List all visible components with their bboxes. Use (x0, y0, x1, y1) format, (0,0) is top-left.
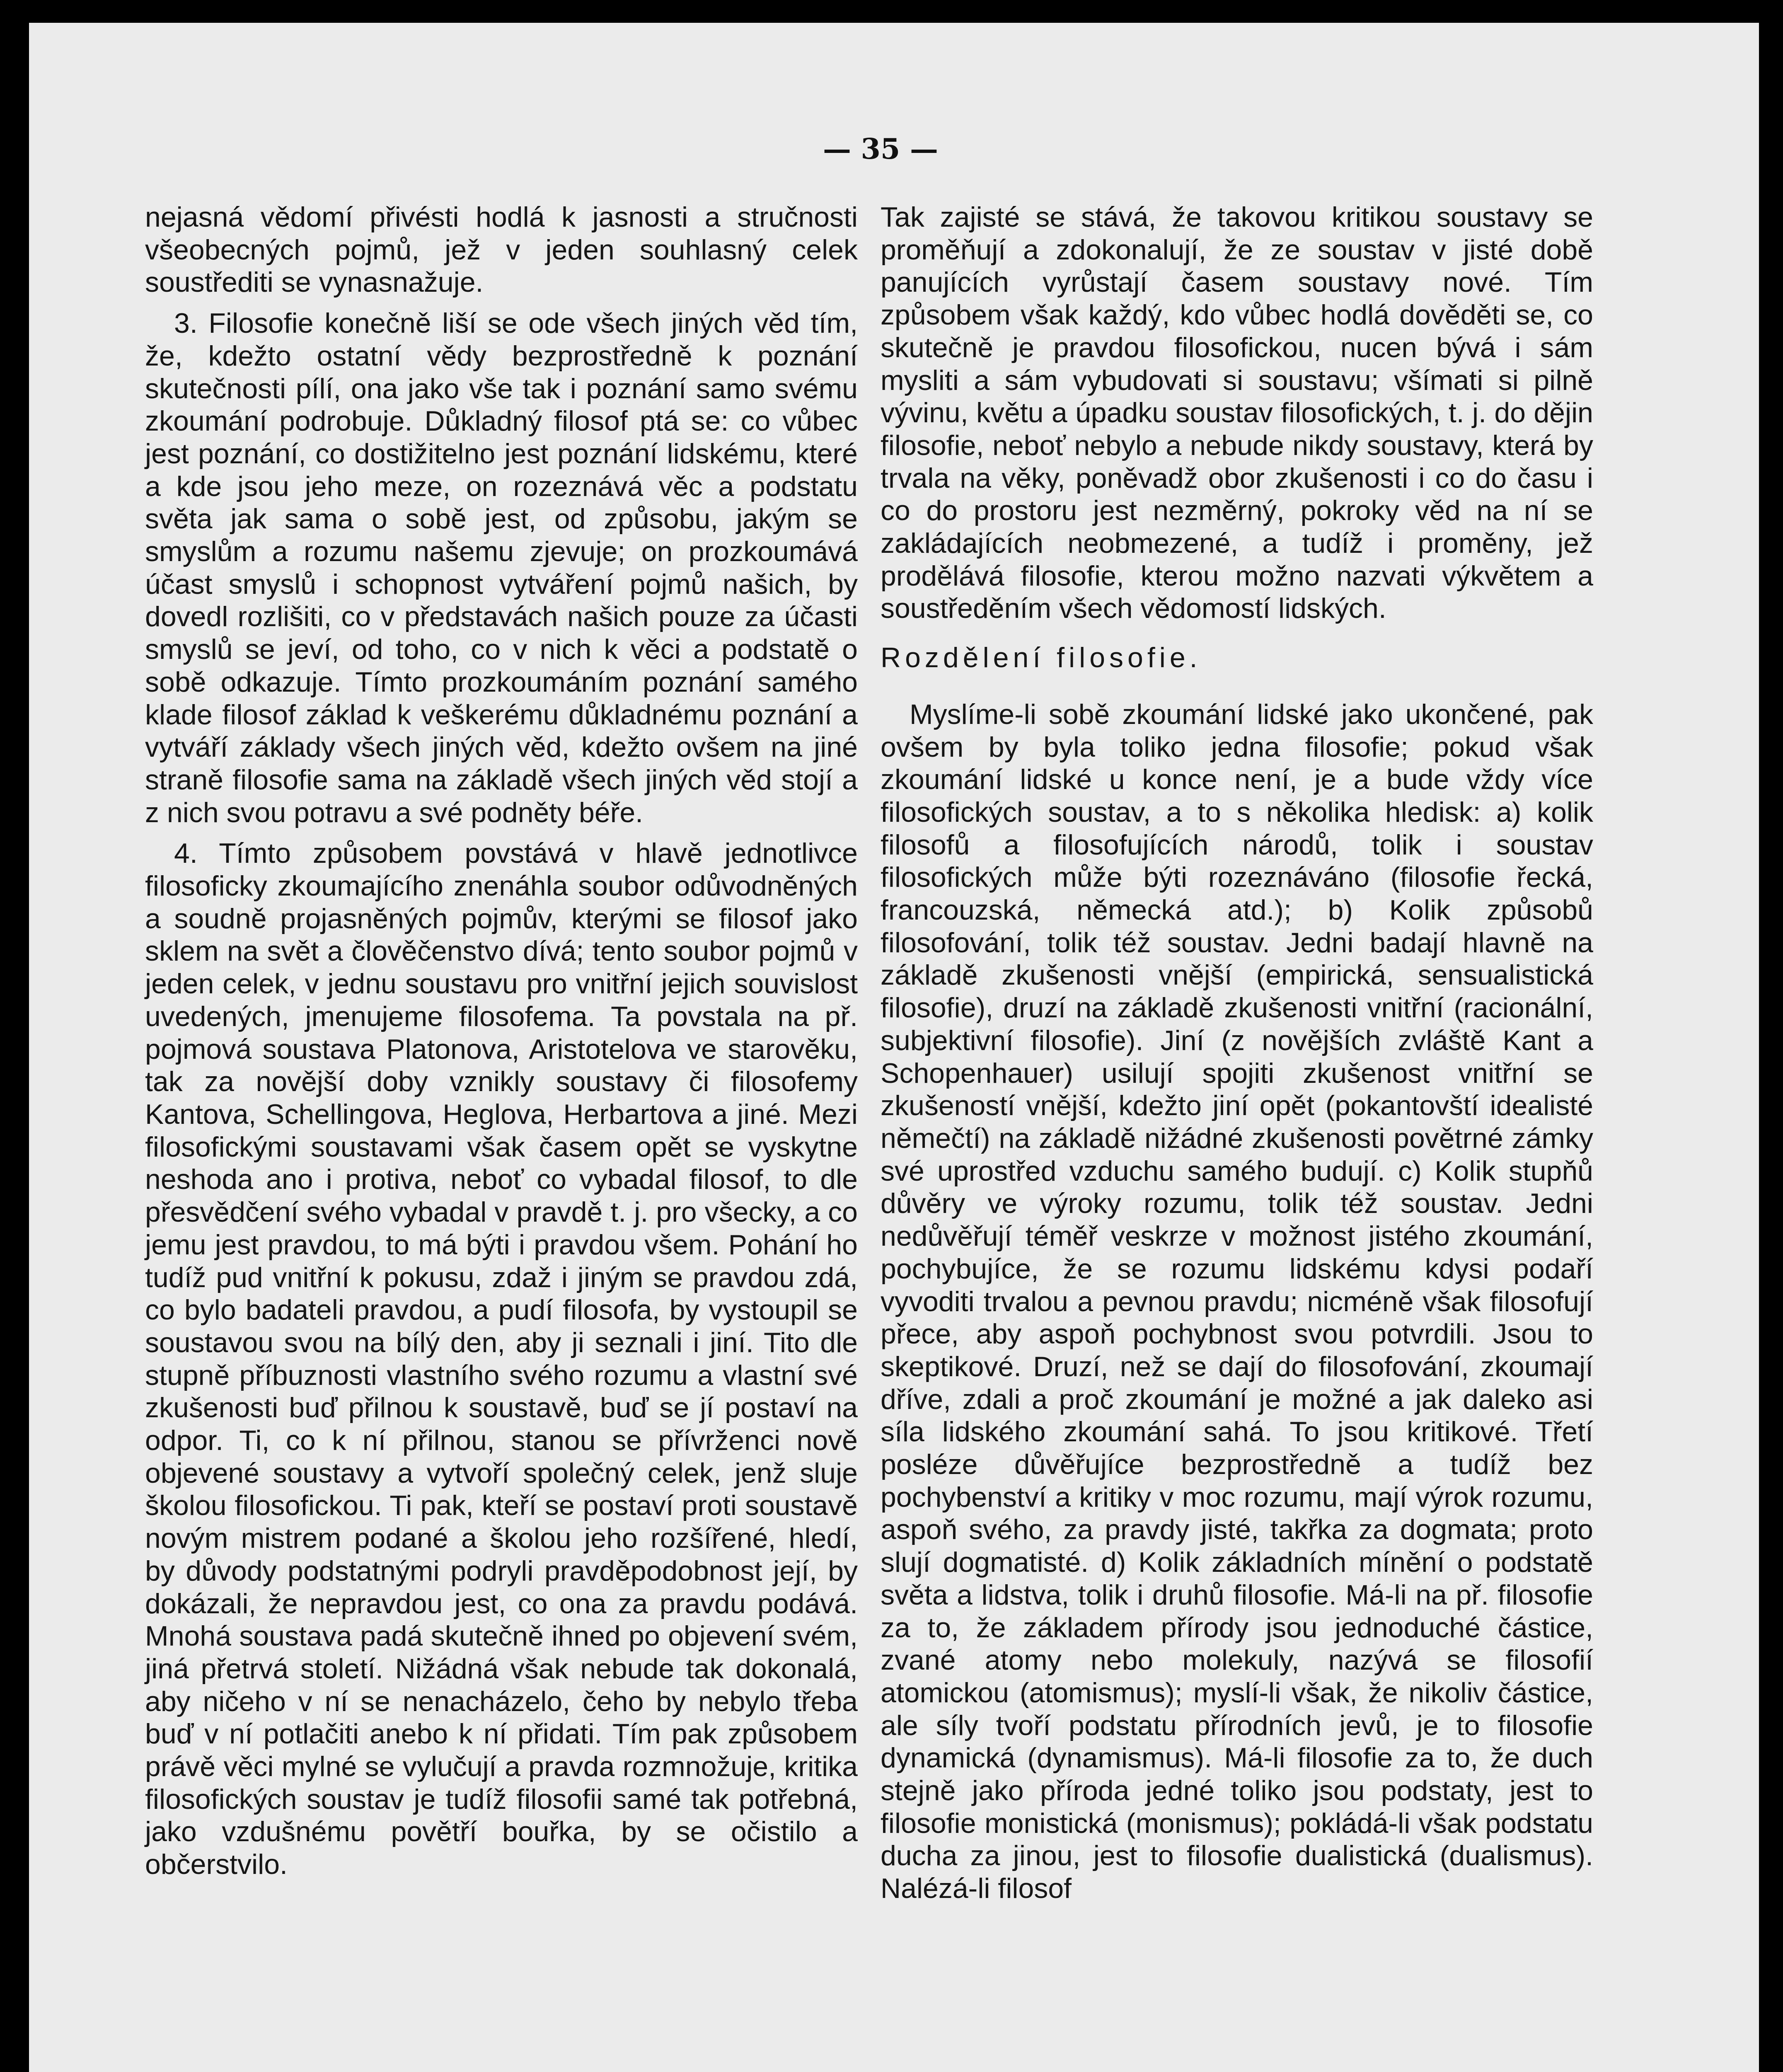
paragraph-section-4: 4. Tímto způsobem povstává v hlavě jednotlivce filosoficky zkoumajícího znenáhla soubor odůvodněných a soudně projasněných pojmův, kterými se filosof jako sklem na svět a člověčenstvo dívá; tento soubor pojmů v jeden celek, v jednu soustavu pro vnitřní jejich souvislost uvedených, jmenujeme filosofema. Ta povstala na př. pojmová soustava Platonova, Aristotelova ve starověku, tak za novější doby vznikly soustavy či filosofemy Kantova, Schellingova, Heglova, Herbartova a jiné. Mezi filosofickými soustavami však časem opět se vyskytne neshoda ano i protiva, neboť co vybadal filosof, to dle přesvědčení svého vybadal v pravdě t. j. pro všecky, a co jemu jest pravdou, to má býti i pravdou všem. Pohání ho tudíž pud vnitřní k pokusu, zdaž i jiným se pravdou zdá, co bylo badateli pravdou, a pudí filosofa, by vystoupil se soustavou svou na bílý den, aby ji seznali i jiní. Tito dle stupně příbuznosti vlastního svého rozumu a vlastní své zkušenosti buď přilnou k soustavě, buď se jí postaví na odpor. Ti, co k ní přilnou, stanou se přívrženci nově objevené soustavy a vytvoří společný celek, jenž sluje školou filosofickou. Ti pak, kteří se postaví proti soustavě novým mistrem podané a školou jeho rozšířené, hledí, by důvody podstatnými podryli pravděpodobnost její, by dokázali, že nepravdou jest, co ona za pravdu podává. Mnohá soustava padá skutečně ihned po objevení svém, jiná přetrvá století. Nižádná však nebude tak dokonalá, aby ničeho v ní se nenacházelo, čeho by nebylo třeba buď v ní potlačiti anebo k ní přidati. Tím pak způsobem právě věci mylné se vylučují a pravda rozmnožuje, kritika filosofických soustav je tudíž filosofii samé tak potřebná, jako vzdušnému povětří bouřka, by se očistilo a občerstvilo. (145, 838, 858, 1881)
paragraph-division: Myslíme-li sobě zkoumání lidské jako ukončené, pak ovšem by byla toliko jedna filosofie; pokud však zkoumání lidské u konce není, je a bude vždy více filosofických soustav, a to s několika hledisk: a) kolik filosofů a filosofujících národů, tolik i soustav filosofických může býti rozeznáváno (filosofie řecká, francouzská, německá atd.); b) Kolik způsobů filosofování, tolik též soustav. Jedni badají hlavně na základě zkušenosti vnější (empirická, sensualistická filosofie), druzí na základě zkušenosti vnitřní (racionální, subjektivní filosofie). Jiní (z novějších zvláště Kant a Schopenhauer) usilují spojiti zkušenost vnitřní se zkušeností vnější, kdežto jiní opět (pokantovští idealisté němečtí) na základě nižádné zkušenosti povětrné zámky své uprostřed vzduchu samého budují. c) Kolik stupňů důvěry ve výroky rozumu, tolik též soustav. Jedni nedůvěřují téměř veskrze v možnost jistého zkoumání, pochybujíce, že se rozumu lidskému kdysi podaří vyvoditi trvalou a pevnou pravdu; nicméně však filosofují přece, aby aspoň pochybnost svou potvrdili. Jsou to skeptikové. Druzí, než se dají do filosofování, zkoumají dříve, zdali a proč zkoumání je možné a jak daleko asi síla lidského zkoumání sahá. To jsou kritikové. Třetí posléze důvěřujíce bezprostředně a tudíž bez pochybenství a kritiky v moc rozumu, mají výrok rozumu, aspoň svého, za pravdy jisté, takřka za dogmata; proto slují dogmatisté. d) Kolik základních mínění o podstatě světa a lidstva, tolik i druhů filosofie. Má-li na př. filosofie za to, že základem přírody jsou jednoduché částice, zvané atomy nebo molekuly, nazývá se filosofií atomickou (atomismus); myslí-li však, že nikoliv částice, ale síly tvoří podstatu přírodních jevů, je to filosofie dynamická (dynamismus). Má-li filosofie za to, že duch stejně jako příroda jedné toliko jsou podstaty, jest to filosofie monistická (monismus); pokládá-li však podstatu ducha za jinou, jest to filosofie dualistická (dualismus). Nalézá-li filosof (881, 698, 1593, 1905)
paragraph-continuation: Tak zajisté se stává, že takovou kritikou soustavy se proměňují a zdokonalují, že ze soustav v jisté době panujících vyrůstají časem soustavy nové. Tím způsobem však každý, kdo vůbec hodlá dověděti se, co skutečně je pravdou filosofickou, nucen bývá i sám mysliti a sám vybudovati si soustavu; všímati si pilně vývinu, květu a úpadku soustav filosofických, t. j. do dějin filosofie, neboť nebylo a nebude nikdy soustavy, která by trvala na věky, poněvadž obor zkušenosti i co do času i co do prostoru jest nezměrný, pokroky věd na ní se zakládajících neobmezené, a tudíž i proměny, jež prodělává filosofie, kterou možno nazvati výkvětem a soustředěním všech vědomostí lidských. (881, 201, 1593, 625)
section-heading: Rozdělení filosofie. (881, 642, 1202, 674)
left-column (145, 201, 858, 1881)
paragraph-section-3: 3. Filosofie konečně liší se ode všech jiných věd tím, že, kdežto ostatní vědy bezprostředně k poznání skutečnosti pílí, ona jako vše tak i poznání samo svému zkoumání podrobuje. Důkladný filosof ptá se: co vůbec jest poznání, co dostižitelno jest poznání lidskému, které a kde jsou jeho meze, on rozeznává věc a podstatu světa jak sama o sobě jest, od způsobu, jakým se smyslům a rozumu našemu zjevuje; on prozkoumává účast smyslů i schopnost vytváření pojmů našich, by dovedl rozlišiti, co v představách našich pouze za účasti smyslů se jeví, od toho, co v nich k věci a podstatě o sobě odkazuje. Tímto prozkoumáním poznání samého klade filosof základ k veškerému důkladnému poznání a vytváří základy všech jiných věd, kdežto ovšem na jiné straně filosofie sama na základě všech jiných věd stojí a z nich svou potravu a své podněty béře. (145, 307, 858, 828)
paragraph-intro: nejasná vědomí přivésti hodlá k jasnosti a stručnosti všeobecných pojmů, jež v jeden souhlasný celek soustřediti se vynasnažuje. (145, 201, 858, 298)
right-column (881, 201, 1593, 1905)
page-number: — 35 — (823, 133, 938, 166)
scanned-page (29, 23, 1759, 2072)
